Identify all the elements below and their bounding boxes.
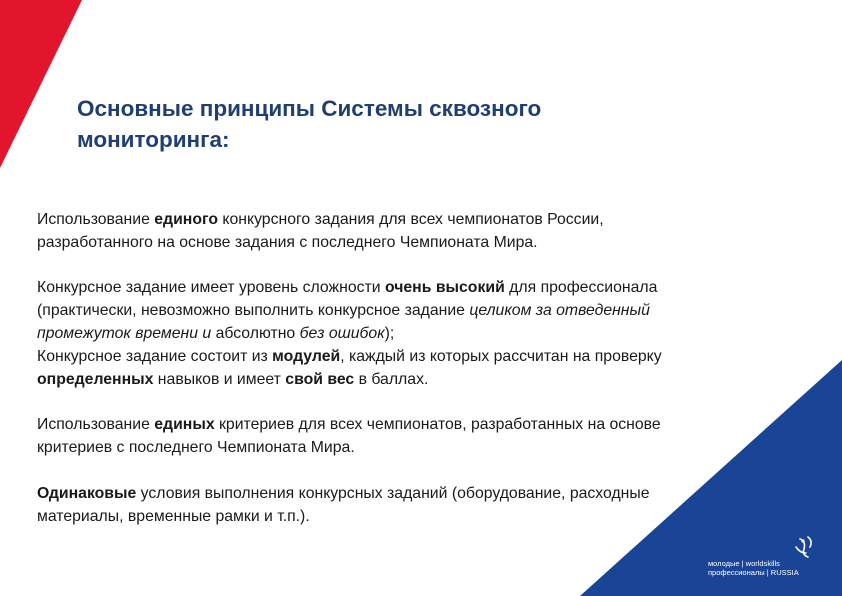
text-run: (практически, невозможно выполнить конкурсное задание <box>37 302 470 319</box>
logo-text-line-2: профессионалы | RUSSIA <box>708 568 799 577</box>
text-run: Использование <box>37 416 155 433</box>
bold-run: определенных <box>37 371 154 388</box>
text-run: навыков и имеет <box>153 371 286 388</box>
italic-run: без ошибок <box>299 325 385 342</box>
worldskills-logo <box>700 533 830 583</box>
paragraph-conditions <box>37 482 777 528</box>
bold-run: единого <box>154 211 219 228</box>
paragraph-complexity <box>37 276 777 345</box>
paragraph-modules <box>37 345 777 391</box>
text-run: Использование <box>37 211 155 228</box>
bold-run: единых <box>154 416 215 433</box>
text-run: критериев с последнего Чемпионата Мира. <box>37 439 355 456</box>
bold-run: Одинаковые <box>37 485 137 502</box>
slide-title <box>77 93 697 155</box>
italic-run: промежуток времени <box>37 325 198 342</box>
text-run: для профессионала <box>504 279 658 296</box>
bold-run: очень высокий <box>384 279 505 296</box>
red-corner-shape <box>0 0 82 168</box>
title-line-1: Основные принципы Системы сквозного <box>77 96 542 121</box>
bold-run: модулей <box>272 348 341 365</box>
text-run: , каждый из которых рассчитан на проверку <box>340 348 662 365</box>
italic-run: и <box>198 325 216 342</box>
paragraph-criteria <box>37 413 777 459</box>
logo-text-line-1: молодые | worldskills <box>708 559 780 568</box>
slide-body <box>37 208 777 528</box>
text-run: в баллах. <box>354 371 429 388</box>
title-line-2: мониторинга: <box>77 127 230 152</box>
text-run: ); <box>384 325 395 342</box>
text-run: разработанного на основе задания с последнего Чемпионата Мира. <box>37 234 538 251</box>
text-run: конкурсного задания для всех чемпионатов России, <box>218 211 604 228</box>
text-run: Конкурсное задание имеет уровень сложности <box>37 279 385 296</box>
text-run: абсолютно <box>215 325 300 342</box>
text-run: материалы, временные рамки и т.п.). <box>37 508 310 525</box>
paragraph-single-task <box>37 208 777 254</box>
text-run: критериев для всех чемпионатов, разработанных на основе <box>214 416 661 433</box>
italic-run: целиком за отведенный <box>469 302 650 319</box>
bold-run: свой вес <box>285 371 355 388</box>
text-run: условия выполнения конкурсных заданий (оборудование, расходные <box>136 485 650 502</box>
text-run: Конкурсное задание состоит из <box>37 348 273 365</box>
